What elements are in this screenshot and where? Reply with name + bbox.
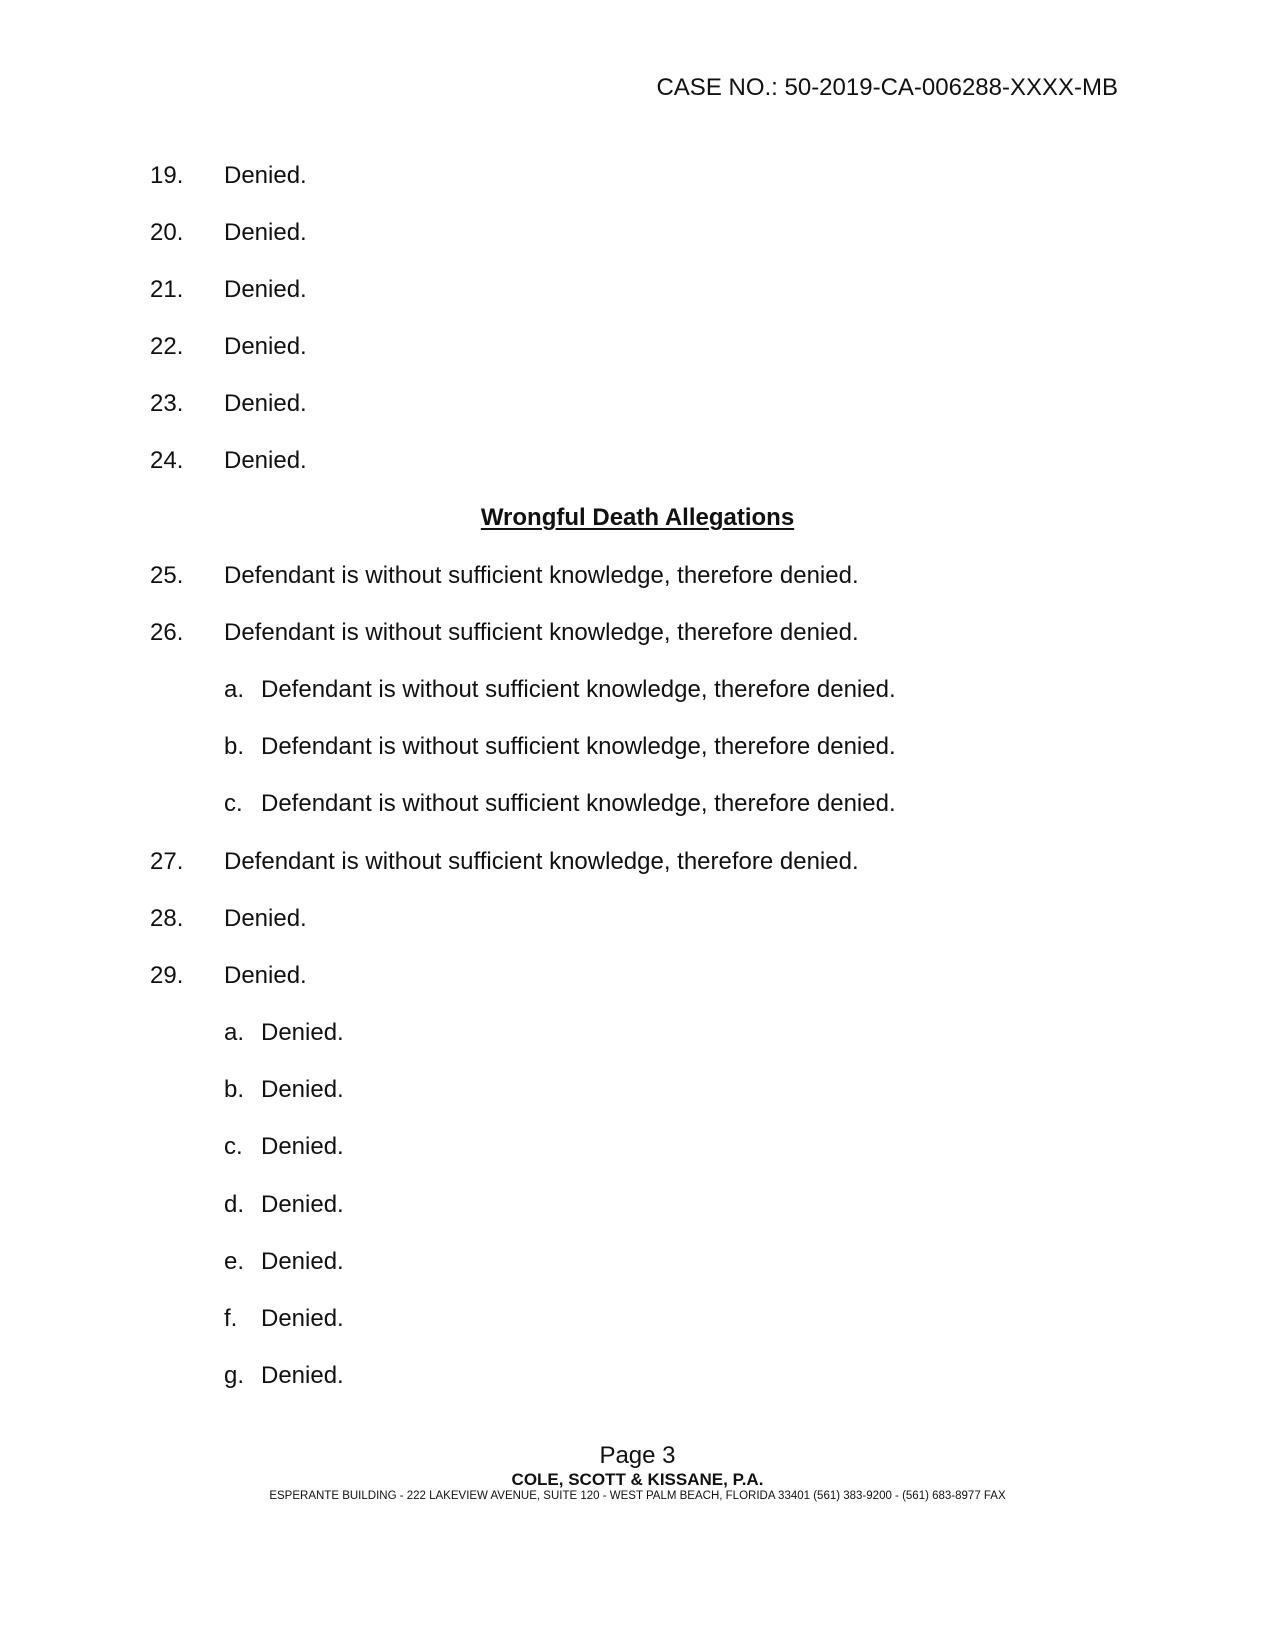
paragraph-29 [0, 962, 1275, 992]
paragraph-text: Denied. [224, 447, 307, 474]
section-heading [0, 504, 1275, 532]
paragraph-19 [0, 162, 1275, 192]
paragraph-text: Defendant is without sufficient knowledge, therefore denied. [224, 848, 859, 875]
paragraph-text: Denied. [224, 162, 307, 189]
subparagraph-29d [0, 1191, 1275, 1221]
subparagraph-text: Denied. [261, 1191, 344, 1218]
subparagraph-text: Denied. [261, 1305, 344, 1332]
subparagraph-text: Denied. [261, 1248, 344, 1275]
subparagraph-letter: a. [224, 676, 245, 703]
subparagraph-letter: b. [224, 733, 245, 760]
paragraph-number: 26. [150, 619, 184, 646]
paragraph-number: 27. [150, 848, 184, 875]
paragraph-21 [0, 276, 1275, 306]
paragraph-28 [0, 905, 1275, 935]
paragraph-number: 22. [150, 333, 184, 360]
paragraph-number: 28. [150, 905, 184, 932]
paragraph-number: 21. [150, 276, 184, 303]
paragraph-24 [0, 447, 1275, 477]
subparagraph-26b [0, 733, 1275, 763]
subparagraph-text: Denied. [261, 1019, 344, 1046]
paragraph-26 [0, 619, 1275, 649]
firm-address: ESPERANTE BUILDING - 222 LAKEVIEW AVENUE, SUITE 120 - WEST PALM BEACH, FLORIDA 33401 (561) 383-9200 - (561) 683-8977 FAX [269, 1490, 1006, 1502]
subparagraph-letter: c. [224, 1133, 243, 1160]
paragraph-25 [0, 562, 1275, 592]
subparagraph-29b [0, 1076, 1275, 1106]
paragraph-text: Denied. [224, 333, 307, 360]
subparagraph-29e [0, 1248, 1275, 1278]
page-number: Page 3 [599, 1442, 676, 1469]
subparagraph-29g [0, 1362, 1275, 1392]
paragraph-20 [0, 219, 1275, 249]
subparagraph-text: Defendant is without sufficient knowledge, therefore denied. [261, 733, 896, 760]
subparagraph-text: Defendant is without sufficient knowledge, therefore denied. [261, 676, 896, 703]
paragraph-text: Denied. [224, 390, 307, 417]
subparagraph-letter: c. [224, 790, 243, 817]
subparagraph-letter: f. [224, 1305, 238, 1332]
paragraph-number: 23. [150, 390, 184, 417]
subparagraph-letter: g. [224, 1362, 245, 1389]
paragraph-text: Denied. [224, 219, 307, 246]
paragraph-27 [0, 848, 1275, 878]
subparagraph-letter: e. [224, 1248, 245, 1275]
paragraph-text: Denied. [224, 962, 307, 989]
subparagraph-letter: b. [224, 1076, 245, 1103]
paragraph-number: 29. [150, 962, 184, 989]
paragraph-number: 19. [150, 162, 184, 189]
paragraph-number: 24. [150, 447, 184, 474]
subparagraph-29a [0, 1019, 1275, 1049]
case-number: CASE NO.: 50-2019-CA-006288-XXXX-MB [656, 74, 1118, 101]
subparagraph-29c [0, 1133, 1275, 1163]
subparagraph-29f [0, 1305, 1275, 1335]
paragraph-22 [0, 333, 1275, 363]
firm-name: COLE, SCOTT & KISSANE, P.A. [511, 1470, 764, 1489]
paragraph-text: Denied. [224, 276, 307, 303]
subparagraph-26c [0, 790, 1275, 820]
paragraph-number: 20. [150, 219, 184, 246]
subparagraph-text: Defendant is without sufficient knowledge, therefore denied. [261, 790, 896, 817]
subparagraph-text: Denied. [261, 1362, 344, 1389]
paragraph-text: Denied. [224, 905, 307, 932]
subparagraph-letter: d. [224, 1191, 245, 1218]
subparagraph-text: Denied. [261, 1076, 344, 1103]
section-heading-text: Wrongful Death Allegations [480, 504, 795, 531]
subparagraph-26a [0, 676, 1275, 706]
paragraph-text: Defendant is without sufficient knowledge, therefore denied. [224, 562, 859, 589]
subparagraph-letter: a. [224, 1019, 245, 1046]
paragraph-number: 25. [150, 562, 184, 589]
paragraph-text: Defendant is without sufficient knowledge, therefore denied. [224, 619, 859, 646]
paragraph-23 [0, 390, 1275, 420]
subparagraph-text: Denied. [261, 1133, 344, 1160]
